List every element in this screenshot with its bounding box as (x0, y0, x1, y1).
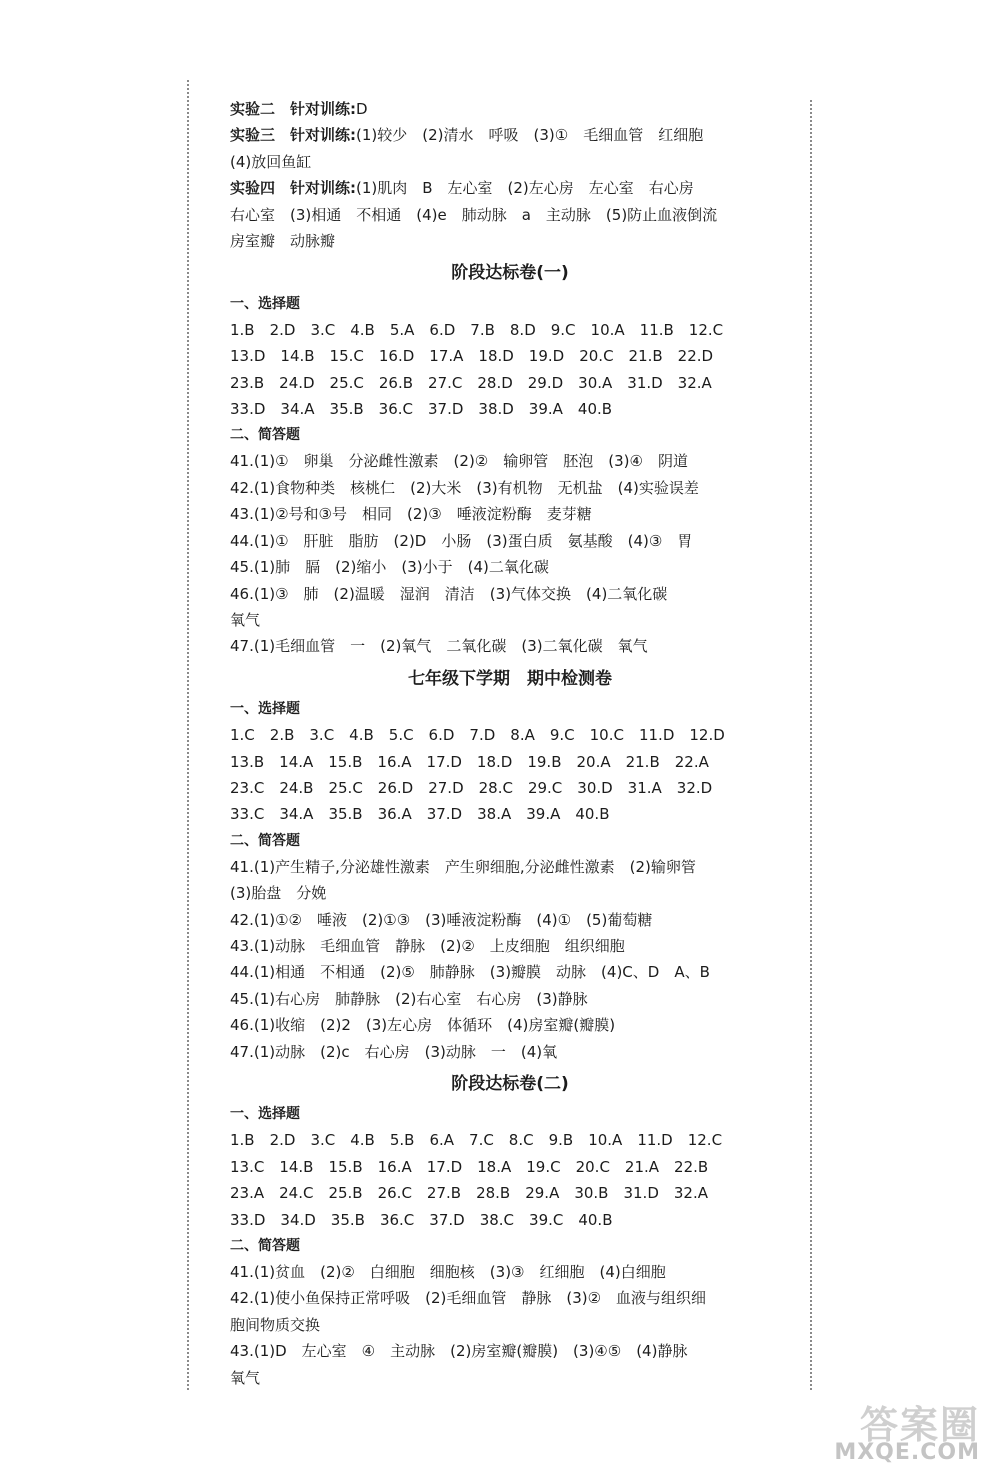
short-answer-line: 42.(1)食物种类 核桃仁 (2)大米 (3)有机物 无机盐 (4)实验误差 (230, 478, 699, 497)
choice-answers-line: 1.C 2.B 3.C 4.B 5.C 6.D 7.D 8.A 9.C 10.C 11.D 12.D (230, 726, 725, 745)
short-answer-line: 45.(1)肺 膈 (2)缩小 (3)小于 (4)二氧化碳 (230, 558, 549, 577)
experiment-line: 右心室 (3)相通 不相通 (4)e 肺动脉 a 主动脉 (5)防止血液倒流 (230, 205, 718, 224)
choice-answers-line: 23.A 24.C 25.B 26.C 27.B 28.B 29.A 30.B 31.D 32.A (230, 1184, 708, 1203)
choice-heading: 一、选择题 (230, 1106, 300, 1123)
experiment-line: 实验三 针对训练:(1)较少 (2)清水 呼吸 (3)① 毛细血管 红细胞 (230, 126, 704, 145)
short-answer-line: 42.(1)①② 唾液 (2)①③ (3)唾液淀粉酶 (4)① (5)葡萄糖 (230, 910, 653, 929)
section-stage-test-2 (230, 1071, 790, 1391)
short-answer-line: 氧气 (230, 1368, 261, 1387)
short-answer-line: 43.(1)D 左心室 ④ 主动脉 (2)房室瓣(瓣膜) (3)④⑤ (4)静脉 (230, 1342, 688, 1361)
choice-answers-line: 13.C 14.B 15.B 16.A 17.D 18.A 19.C 20.C 21.A 22.B (230, 1157, 709, 1176)
section-stage-test-1 (230, 260, 790, 659)
short-answer-heading: 二、简答题 (230, 1238, 300, 1255)
choice-answers-line: 23.B 24.D 25.C 26.B 27.C 28.D 29.D 30.A 31.D 32.A (230, 373, 712, 392)
section-midterm-test (230, 666, 790, 1065)
experiment-line: 实验四 针对训练:(1)肌肉 B 左心室 (2)左心房 左心室 右心房 (230, 179, 694, 198)
section-title: 阶段达标卷(一) (451, 263, 569, 284)
choice-answers-line: 13.B 14.A 15.B 16.A 17.D 18.D 19.B 20.A 21.B 22.A (230, 752, 709, 771)
choice-answers-line: 33.D 34.A 35.B 36.C 37.D 38.D 39.A 40.B (230, 400, 613, 419)
experiment-block (230, 96, 790, 254)
short-answer-line: 43.(1)②号和③号 相同 (2)③ 唾液淀粉酶 麦芽糖 (230, 505, 592, 524)
choice-heading: 一、选择题 (230, 295, 300, 312)
choice-heading: 一、选择题 (230, 701, 300, 718)
short-answer-line: 41.(1)贫血 (2)② 白细胞 细胞核 (3)③ 红细胞 (4)白细胞 (230, 1263, 666, 1282)
section-title: 阶段达标卷(二) (451, 1074, 569, 1094)
experiment-line: 房室瓣 动脉瓣 (230, 232, 336, 251)
short-answer-line: 41.(1)① 卵巢 分泌雌性激素 (2)② 输卵管 胚泡 (3)④ 阴道 (230, 452, 688, 471)
short-answer-line: 41.(1)产生精子,分泌雄性激素 产生卵细胞,分泌雌性激素 (2)输卵管 (230, 857, 696, 876)
left-dotted-rule (187, 80, 189, 1390)
short-answer-line: 胞间物质交换 (230, 1315, 321, 1334)
choice-answers-line: 13.D 14.B 15.C 16.D 17.A 18.D 19.D 20.C 21.B 22.D (230, 347, 714, 366)
short-answer-line: 44.(1)① 肝脏 脂肪 (2)D 小肠 (3)蛋白质 氨基酸 (4)③ 胃 (230, 531, 693, 550)
experiment-line: (4)放回鱼缸 (230, 152, 312, 171)
choice-answers-line: 1.B 2.D 3.C 4.B 5.B 6.A 7.C 8.C 9.B 10.A 11.D 12.C (230, 1131, 723, 1150)
watermark-url: MXQE.COM (834, 1440, 980, 1465)
section-title: 七年级下学期 期中检测卷 (408, 668, 612, 689)
short-answer-line: 47.(1)动脉 (2)c 右心房 (3)动脉 一 (4)氧 (230, 1042, 558, 1061)
short-answer-line: 42.(1)使小鱼保持正常呼吸 (2)毛细血管 静脉 (3)② 血液与组织细 (230, 1289, 707, 1308)
short-answer-line: 46.(1)收缩 (2)2 (3)左心房 体循环 (4)房室瓣(瓣膜) (230, 1016, 616, 1035)
choice-answers-line: 23.C 24.B 25.C 26.D 27.D 28.C 29.C 30.D 31.A 32.D (230, 778, 713, 797)
short-answer-line: 43.(1)动脉 毛细血管 静脉 (2)② 上皮细胞 组织细胞 (230, 936, 625, 955)
choice-answers-line: 33.D 34.D 35.B 36.C 37.D 38.C 39.C 40.B (230, 1210, 613, 1229)
short-answer-line: 45.(1)右心房 肺静脉 (2)右心室 右心房 (3)静脉 (230, 989, 588, 1008)
right-dotted-rule (810, 100, 812, 1390)
answer-page (230, 96, 790, 1391)
short-answer-line: 44.(1)相通 不相通 (2)⑤ 肺静脉 (3)瓣膜 动脉 (4)C、D A、B (230, 963, 710, 982)
choice-answers-line: 33.C 34.A 35.B 36.A 37.D 38.A 39.A 40.B (230, 805, 610, 824)
experiment-line: 实验二 针对训练:D (230, 100, 368, 118)
short-answer-heading: 二、简答题 (230, 427, 300, 444)
short-answer-heading: 二、简答题 (230, 832, 300, 849)
short-answer-line: (3)胎盘 分娩 (230, 884, 327, 903)
watermark-logo: 答案圈 (859, 1403, 980, 1447)
short-answer-line: 47.(1)毛细血管 一 (2)氧气 二氧化碳 (3)二氧化碳 氧气 (230, 637, 648, 656)
watermark (800, 1390, 1000, 1471)
short-answer-line: 46.(1)③ 肺 (2)温暖 湿润 清洁 (3)气体交换 (4)二氧化碳 (230, 584, 668, 603)
choice-answers-line: 1.B 2.D 3.C 4.B 5.A 6.D 7.B 8.D 9.C 10.A 11.B 12.C (230, 320, 724, 339)
short-answer-line: 氧气 (230, 610, 261, 629)
